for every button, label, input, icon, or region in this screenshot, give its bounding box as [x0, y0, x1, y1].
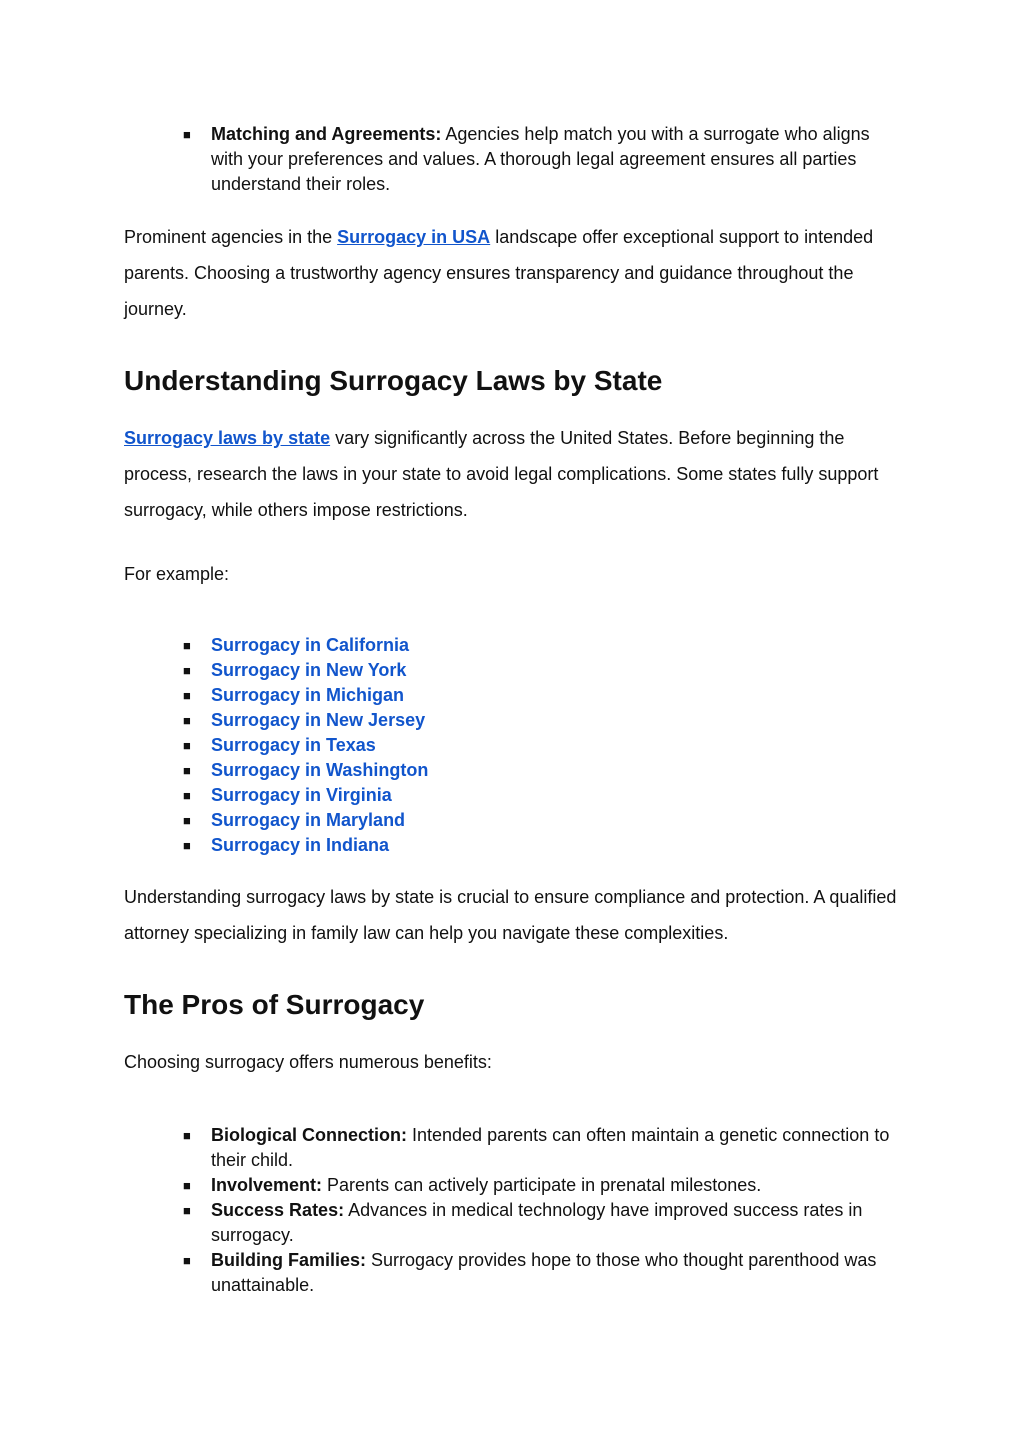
bullet-text: Parents can actively participate in prenatal milestones. — [322, 1175, 762, 1195]
list-item — [183, 1248, 903, 1298]
agencies-paragraph — [124, 219, 904, 327]
state-link-new-york[interactable]: Surrogacy in New York — [211, 660, 407, 680]
list-item — [183, 1173, 903, 1198]
laws-heading: Understanding Surrogacy Laws by State — [124, 365, 663, 396]
bullet-marker: ■ — [183, 1178, 191, 1193]
bullet-label: Involvement: — [211, 1175, 323, 1195]
bullet-marker: ■ — [183, 638, 191, 653]
bullet-marker: ■ — [183, 713, 191, 728]
state-link-virginia[interactable]: Surrogacy in Virginia — [211, 785, 392, 805]
bullet-marker: ■ — [183, 838, 191, 853]
agreements-list — [183, 122, 903, 197]
state-link-maryland[interactable]: Surrogacy in Maryland — [211, 810, 406, 830]
bullet-text: Intended parents can often maintain a genetic connection to their child. — [211, 1125, 890, 1170]
bullet-marker: ■ — [183, 127, 191, 142]
list-item — [183, 833, 903, 858]
bullet-marker: ■ — [183, 788, 191, 803]
bullet-label: Matching and Agreements: — [211, 124, 442, 144]
state-link-michigan[interactable]: Surrogacy in Michigan — [211, 685, 405, 705]
state-link-washington[interactable]: Surrogacy in Washington — [211, 760, 429, 780]
surrogacy-laws-by-state-link[interactable]: Surrogacy laws by state — [124, 428, 331, 448]
bullet-label: Success Rates: — [211, 1200, 345, 1220]
list-item — [183, 633, 903, 658]
list-item — [183, 1123, 903, 1173]
list-item — [183, 733, 903, 758]
pros-list — [183, 1123, 903, 1298]
state-link-texas[interactable]: Surrogacy in Texas — [211, 735, 376, 755]
bullet-marker: ■ — [183, 663, 191, 678]
list-item — [183, 783, 903, 808]
example-label: For example: — [124, 564, 230, 584]
list-item — [183, 658, 903, 683]
paragraph-text: Prominent agencies in the — [124, 227, 338, 247]
bullet-label: Biological Connection: — [211, 1125, 407, 1145]
state-link-indiana[interactable]: Surrogacy in Indiana — [211, 835, 390, 855]
pros-heading: The Pros of Surrogacy — [124, 989, 425, 1020]
bullet-text: Agencies help match you with a surrogate who aligns with your preferences and values. A thorough legal agreement ensures all parties understand their roles. — [211, 124, 870, 194]
laws-intro-paragraph — [124, 420, 904, 528]
bullet-marker: ■ — [183, 738, 191, 753]
list-item — [183, 683, 903, 708]
surrogacy-in-usa-link[interactable]: Surrogacy in USA — [337, 227, 491, 247]
paragraph-text: vary significantly across the United States. Before beginning the process, research the laws in your state to avoid legal complications. Some states fully support surrogacy, while others impose restrictions. — [124, 428, 879, 520]
bullet-label: Building Families: — [211, 1250, 367, 1270]
bullet-marker: ■ — [183, 1253, 191, 1268]
states-list — [183, 633, 903, 858]
state-link-california[interactable]: Surrogacy in California — [211, 635, 410, 655]
list-item — [183, 1198, 903, 1248]
bullet-marker: ■ — [183, 813, 191, 828]
bullet-marker: ■ — [183, 1203, 191, 1218]
list-item — [183, 122, 903, 197]
bullet-marker: ■ — [183, 688, 191, 703]
bullet-marker: ■ — [183, 1128, 191, 1143]
bullet-text: Surrogacy provides hope to those who thought parenthood was unattainable. — [211, 1250, 877, 1295]
list-item — [183, 708, 903, 733]
bullet-marker: ■ — [183, 763, 191, 778]
list-item — [183, 758, 903, 783]
state-link-new-jersey[interactable]: Surrogacy in New Jersey — [211, 710, 426, 730]
list-item — [183, 808, 903, 833]
bullet-text: Advances in medical technology have improved success rates in surrogacy. — [211, 1200, 863, 1245]
laws-closing-paragraph: Understanding surrogacy laws by state is crucial to ensure compliance and protection. A qualified attorney specializing in family law can help you navigate these complexities. — [124, 887, 897, 943]
paragraph-text: landscape offer exceptional support to intended parents. Choosing a trustworthy agency ensures transparency and guidance throughout the journey. — [124, 227, 874, 319]
pros-intro-paragraph: Choosing surrogacy offers numerous benefits: — [124, 1052, 492, 1072]
